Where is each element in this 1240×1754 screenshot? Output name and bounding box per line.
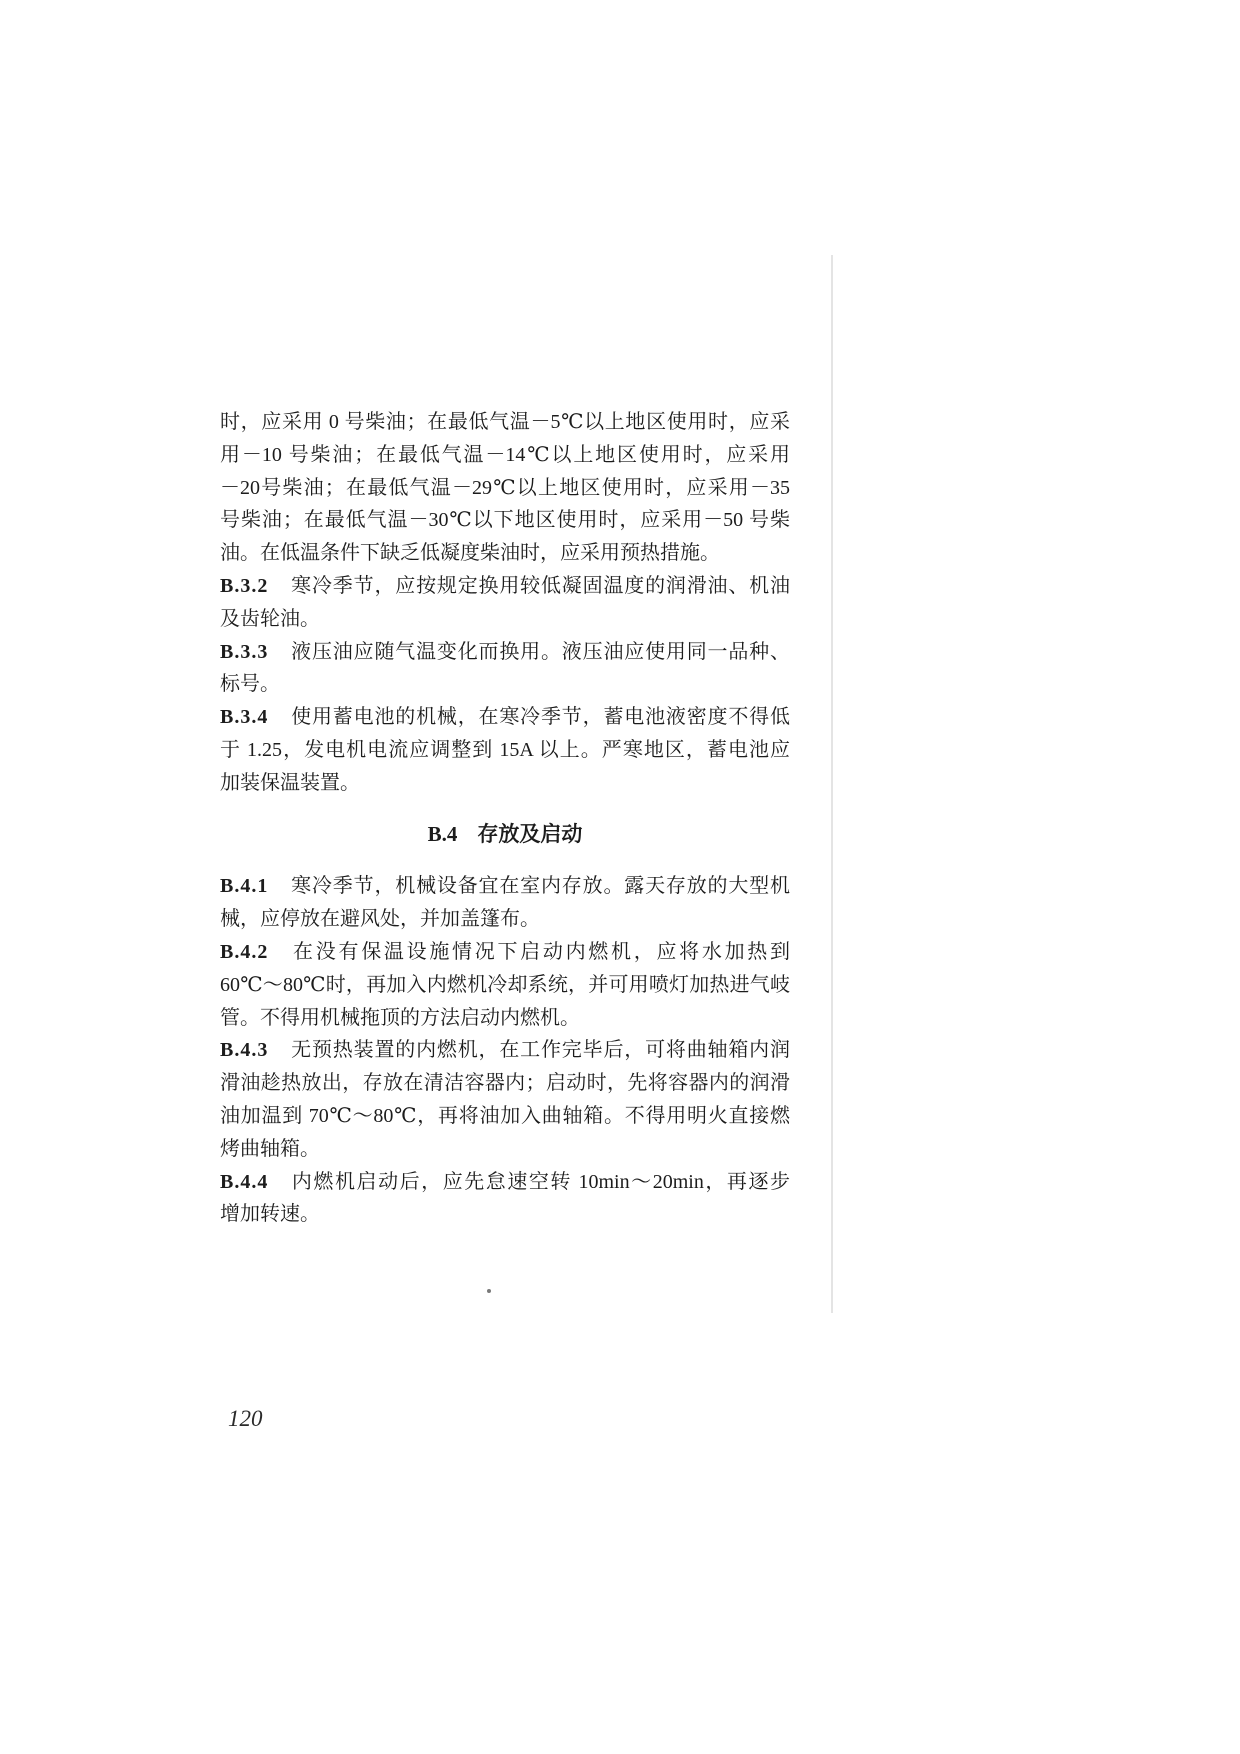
line-text: 滑油趁热放出，存放在清洁容器内；启动时，先将容器内的润滑	[220, 1072, 790, 1095]
line-text: 使用蓄电池的机械，在寒冷季节，蓄电池液密度不得低	[290, 706, 790, 729]
text-line	[220, 1002, 790, 1035]
line-text: 在没有保温设施情况下启动内燃机，应将水加热到	[290, 940, 790, 963]
line-text: 号柴油；在最低气温－30℃以下地区使用时，应采用－50 号柴	[220, 509, 790, 532]
scan-dot-artifact	[487, 1289, 491, 1293]
text-line	[220, 903, 790, 936]
line-text: 无预热装置的内燃机，在工作完毕后，可将曲轴箱内润	[290, 1039, 790, 1062]
clause-line	[220, 1166, 790, 1199]
text-line	[220, 1198, 790, 1231]
clause-line	[220, 1034, 790, 1067]
line-text: 寒冷季节，机械设备宜在室内存放。露天存放的大型机	[290, 875, 790, 898]
clause-number: B.3.2	[220, 574, 269, 597]
line-text: 油加温到 70℃～80℃，再将油加入曲轴箱。不得用明火直接燃	[220, 1104, 790, 1127]
line-text: 及齿轮油。	[220, 607, 320, 630]
line-text: 加装保温装置。	[220, 771, 360, 794]
text-line	[220, 1067, 790, 1100]
line-text: 烤曲轴箱。	[220, 1137, 320, 1160]
text-line	[220, 668, 790, 701]
line-text: 标号。	[220, 673, 280, 696]
line-text: 管。不得用机械拖顶的方法启动内燃机。	[220, 1006, 580, 1029]
section-heading	[220, 818, 790, 851]
line-text: 油。在低温条件下缺乏低凝度柴油时，应采用预热措施。	[220, 542, 720, 565]
clause-number: B.4.2	[220, 940, 269, 963]
section-heading-number: B.4	[427, 821, 458, 846]
text-line	[220, 504, 790, 537]
text-line	[220, 1133, 790, 1166]
clause-number: B.4.3	[220, 1039, 269, 1062]
clause-number: B.4.4	[220, 1170, 269, 1193]
line-text: 械，应停放在避风处，并加盖篷布。	[220, 908, 540, 931]
line-text: 用－10 号柴油；在最低气温－14℃以上地区使用时，应采用	[220, 443, 790, 466]
line-text: 60℃～80℃时，再加入内燃机冷却系统，并可用喷灯加热进气岐	[220, 973, 790, 996]
line-text: 时，应采用 0 号柴油；在最低气温－5℃以上地区使用时，应采	[220, 411, 790, 433]
line-text: 内燃机启动后，应先怠速空转 10min～20min，再逐步	[290, 1170, 790, 1193]
page-number: 120	[228, 1406, 263, 1431]
clause-number: B.3.3	[220, 640, 269, 663]
clause-line	[220, 936, 790, 969]
text-line	[220, 472, 790, 505]
text-line	[220, 767, 790, 800]
line-text: －20号柴油；在最低气温－29℃以上地区使用时，应采用－35	[220, 476, 790, 499]
text-line	[220, 1100, 790, 1133]
clause-number: B.3.4	[220, 706, 269, 729]
line-text: 寒冷季节，应按规定换用较低凝固温度的润滑油、机油	[290, 574, 790, 597]
text-line	[220, 734, 790, 767]
clause-number: B.4.1	[220, 875, 269, 898]
text-line	[220, 439, 790, 472]
line-text: 增加转速。	[220, 1203, 320, 1226]
clause-line	[220, 701, 790, 734]
line-text: 液压油应随气温变化而换用。液压油应使用同一品种、	[290, 640, 790, 663]
text-line	[220, 969, 790, 1002]
clause-line	[220, 870, 790, 903]
body-text-block	[220, 406, 790, 1231]
section-heading-title: 存放及启动	[477, 821, 583, 846]
line-text: 于 1.25，发电机电流应调整到 15A 以上。严寒地区，蓄电池应	[220, 738, 790, 761]
clause-line	[220, 636, 790, 669]
text-line	[220, 406, 790, 439]
scan-edge-artifact-line	[831, 255, 833, 1313]
text-line	[220, 537, 790, 570]
clause-line	[220, 570, 790, 603]
text-line	[220, 603, 790, 636]
